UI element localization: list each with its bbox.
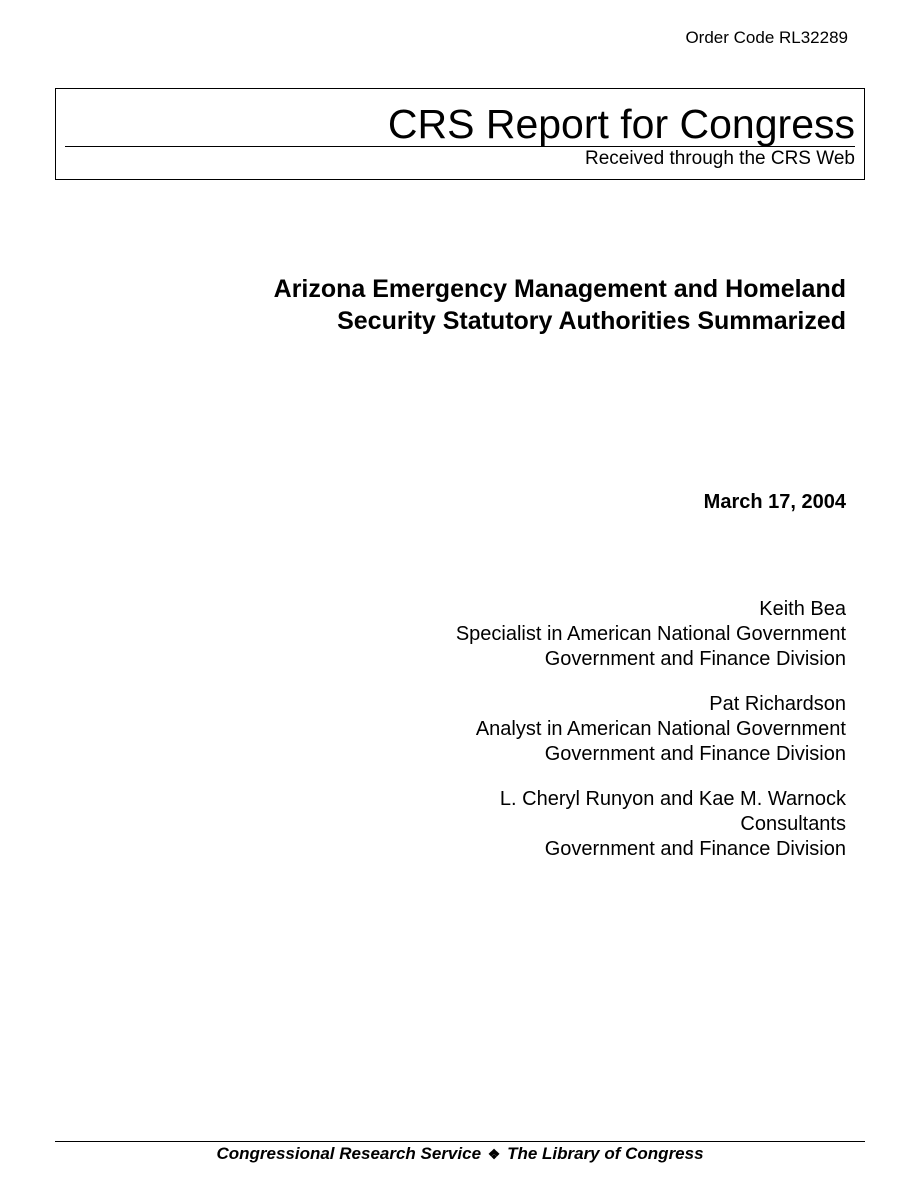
author-title: Specialist in American National Government <box>455 623 846 645</box>
author-name: L. Cheryl Runyon and Kae M. Warnock <box>499 788 846 810</box>
author-division: Government and Finance Division <box>544 743 846 765</box>
report-series-subtitle: Received through the CRS Web <box>584 148 855 169</box>
footer-org: Congressional Research Service <box>216 1144 482 1163</box>
author-list <box>246 597 846 882</box>
footer-library: The Library of Congress <box>507 1144 704 1163</box>
report-date: March 17, 2004 <box>703 491 846 513</box>
author-name: Keith Bea <box>759 598 846 620</box>
author-block <box>246 787 846 862</box>
footer <box>55 1144 865 1164</box>
report-header-box <box>55 88 865 180</box>
report-title-line: Arizona Emergency Management and Homeland <box>273 275 846 303</box>
header-divider <box>65 146 855 147</box>
report-title <box>146 273 846 337</box>
author-title: Analyst in American National Government <box>475 718 846 740</box>
footer-divider <box>55 1141 865 1142</box>
author-division: Government and Finance Division <box>544 648 846 670</box>
report-title-line: Security Statutory Authorities Summarized <box>337 307 846 335</box>
order-code: Order Code RL32289 <box>685 28 848 47</box>
report-series-title: CRS Report for Congress <box>387 101 855 147</box>
author-title: Consultants <box>740 813 846 835</box>
diamond-separator-icon: ❖ <box>487 1146 501 1162</box>
author-name: Pat Richardson <box>709 693 846 715</box>
author-division: Government and Finance Division <box>544 838 846 860</box>
author-block <box>246 692 846 767</box>
author-block <box>246 597 846 672</box>
